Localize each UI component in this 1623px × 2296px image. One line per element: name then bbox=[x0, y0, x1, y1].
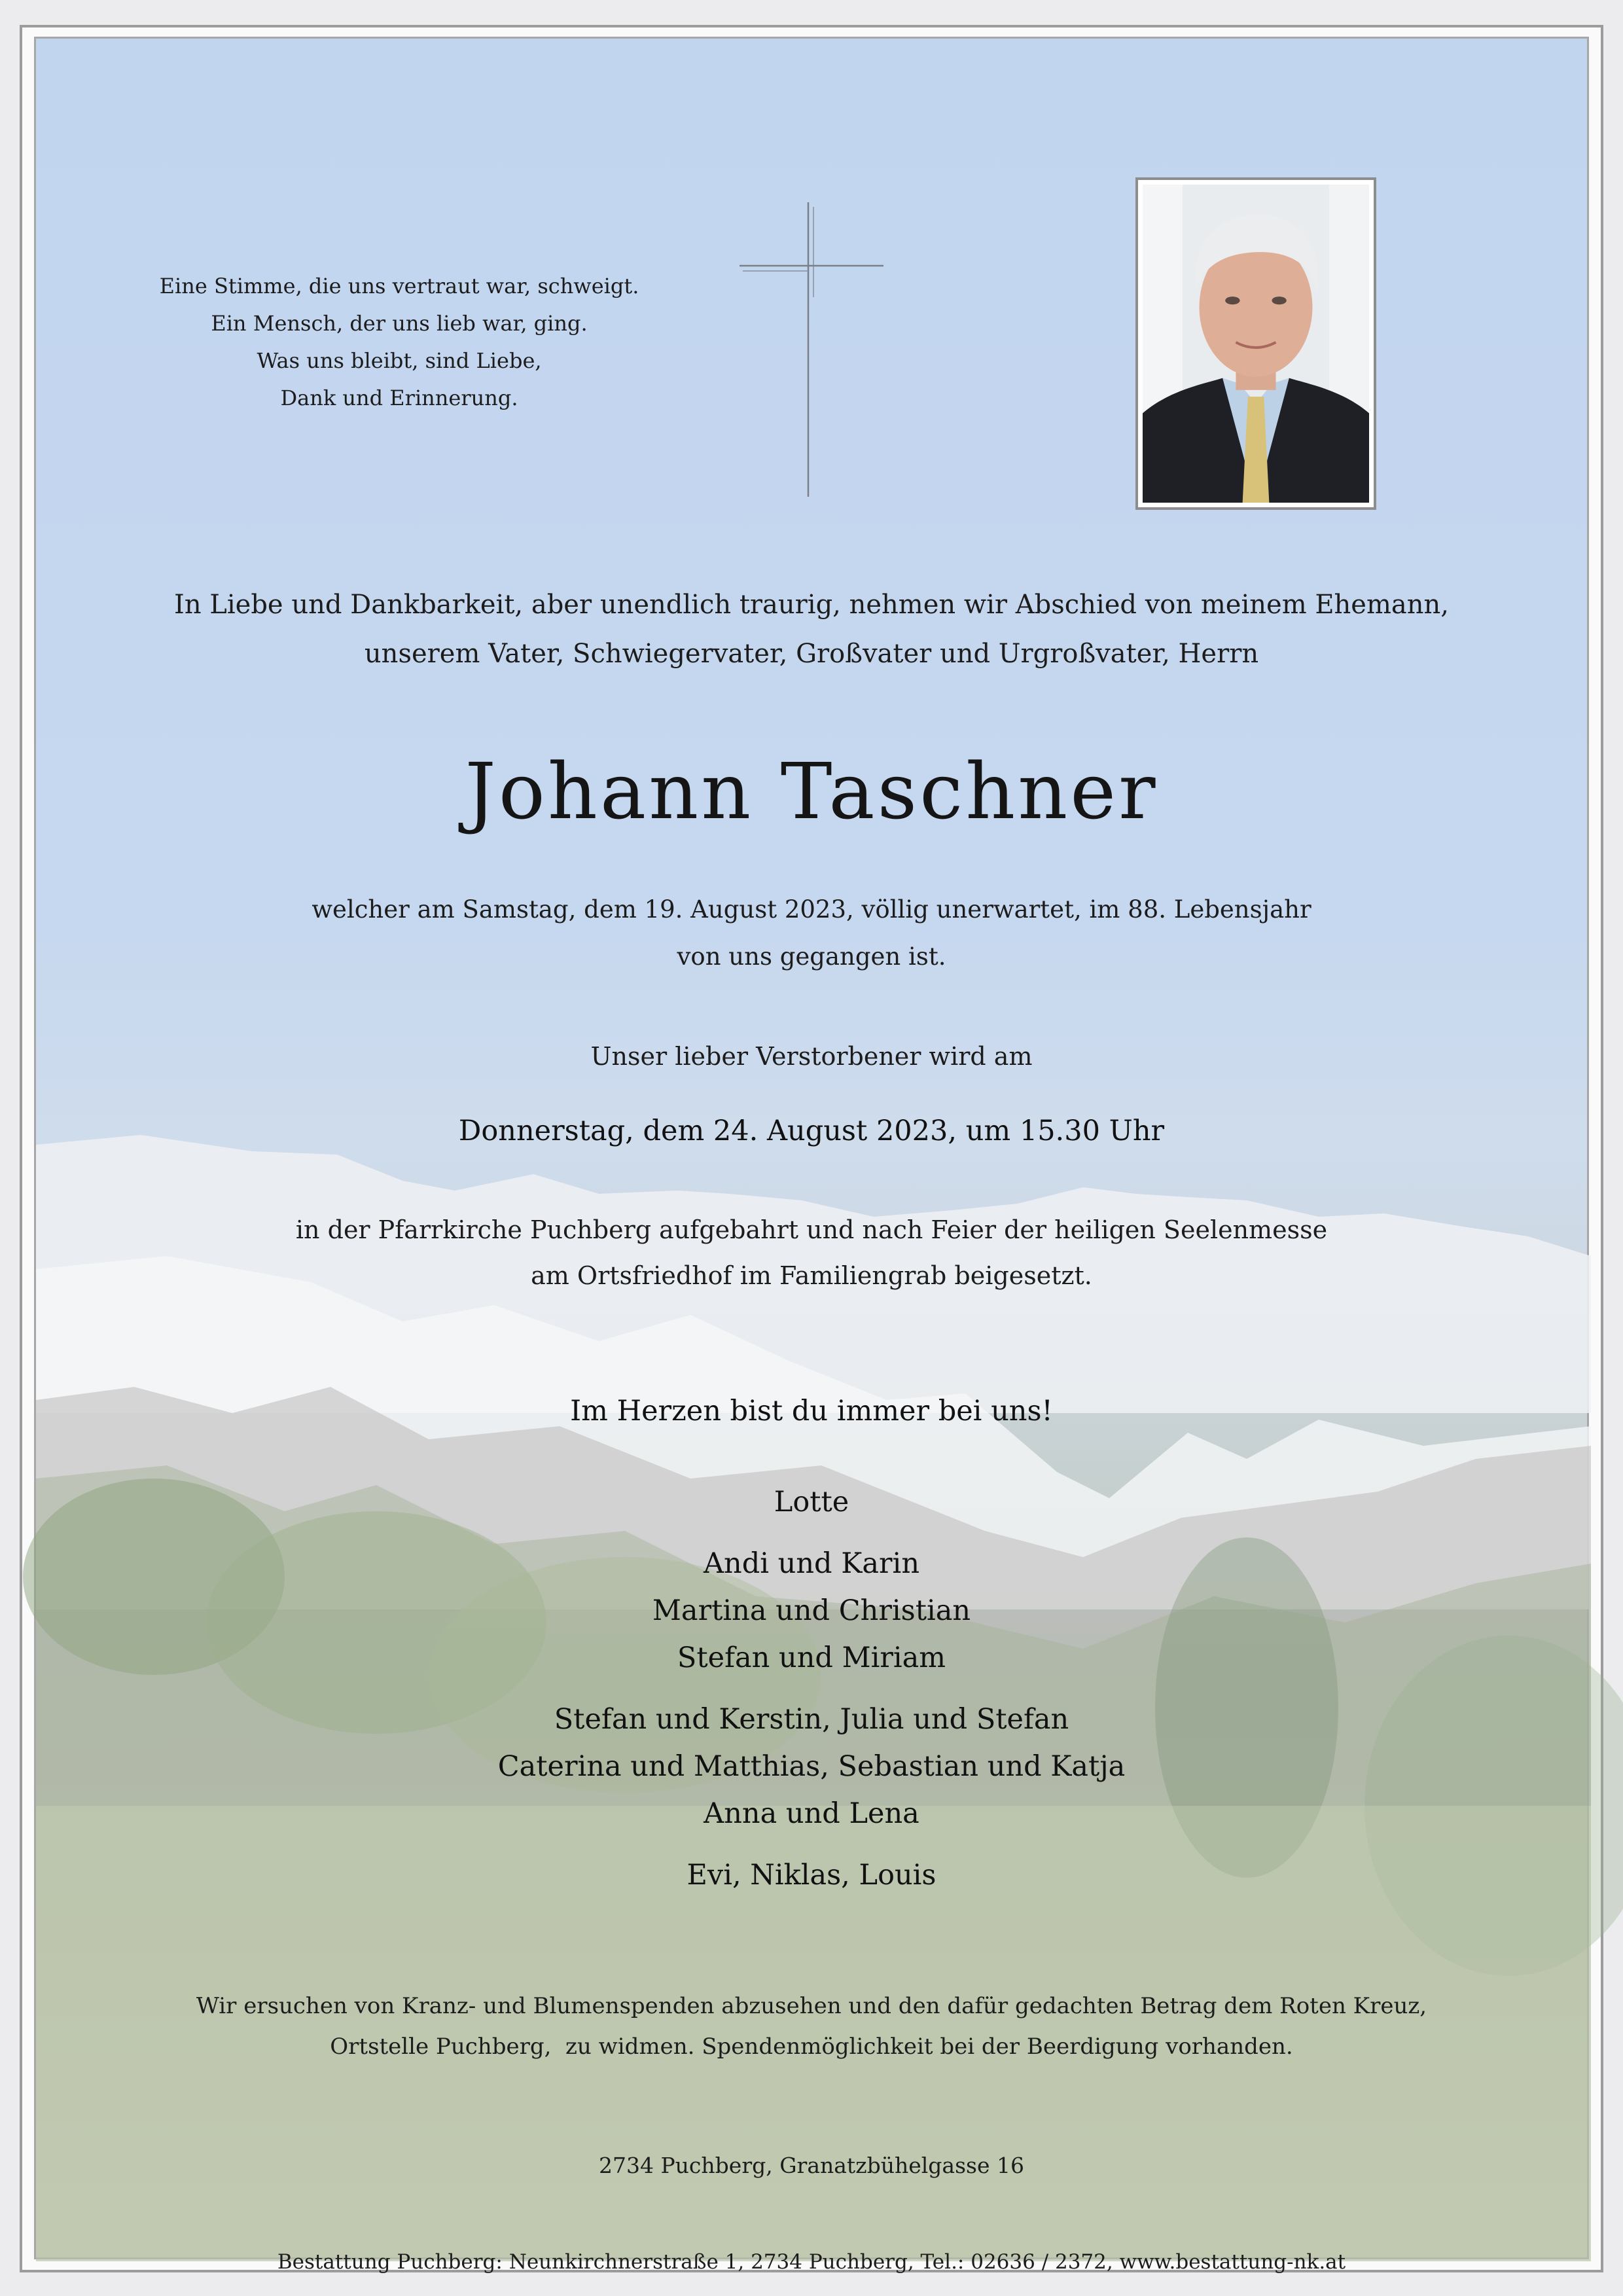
mourner-group bbox=[36, 1852, 1587, 1899]
verse-line: Was uns bleibt, sind Liebe, bbox=[257, 348, 542, 373]
family-address: 2734 Puchberg, Granatzbühelgasse 16 bbox=[599, 2153, 1024, 2178]
memorial-verse bbox=[115, 268, 684, 417]
death-line: welcher am Samstag, dem 19. August 2023, völlig unerwartet, im 88. Lebensjahr bbox=[312, 895, 1311, 924]
mourners-list bbox=[36, 1479, 1587, 1913]
death-notice bbox=[36, 886, 1587, 980]
mourner-name: Caterina und Matthias, Sebastian und Katja bbox=[497, 1750, 1126, 1783]
cross-icon bbox=[736, 199, 887, 500]
verse-line: Dank und Erinnerung. bbox=[280, 386, 518, 410]
verse-line: Eine Stimme, die uns vertraut war, schweigt. bbox=[159, 274, 639, 298]
donation-request bbox=[36, 1986, 1587, 2067]
death-line: von uns gegangen ist. bbox=[677, 942, 946, 971]
intro-line: In Liebe und Dankbarkeit, aber unendlich traurig, nehmen wir Abschied von meinem Ehemann, bbox=[174, 590, 1449, 620]
mourner-name: Stefan und Kerstin, Julia und Stefan bbox=[554, 1703, 1069, 1736]
intro-line: unserem Vater, Schwiegervater, Großvater und Urgroßvater, Herrn bbox=[364, 639, 1259, 669]
mourner-name: Anna und Lena bbox=[704, 1797, 919, 1830]
mourner-name: Stefan und Miriam bbox=[677, 1641, 946, 1674]
intro-text bbox=[36, 581, 1587, 679]
funeral-location bbox=[36, 1207, 1587, 1299]
mourner-name: Martina und Christian bbox=[652, 1594, 971, 1627]
mourner-name: Andi und Karin bbox=[703, 1547, 920, 1580]
portrait-photo bbox=[1135, 177, 1376, 510]
donation-line: Wir ersuchen von Kranz- und Blumenspenden abzusehen und den dafür gedachten Betrag dem Roten Kreuz, bbox=[196, 1993, 1427, 2019]
deceased-name: Johann Taschner bbox=[465, 746, 1158, 836]
funeral-line: in der Pfarrkirche Puchberg aufgebahrt und nach Feier der heiligen Seelenmesse bbox=[295, 1215, 1328, 1244]
mourner-name: Lotte bbox=[774, 1486, 849, 1518]
funeral-line: am Ortsfriedhof im Familiengrab beigesetzt. bbox=[531, 1261, 1092, 1290]
donation-line: Ortstelle Puchberg, zu widmen. Spendenmöglichkeit bei der Beerdigung vorhanden. bbox=[330, 2034, 1293, 2060]
mourner-group bbox=[36, 1479, 1587, 1526]
funeral-date: Donnerstag, dem 24. August 2023, um 15.30 Uhr bbox=[458, 1115, 1165, 1147]
funeral-announce: Unser lieber Verstorbener wird am bbox=[590, 1042, 1033, 1071]
memorial-motto: Im Herzen bist du immer bei uns! bbox=[570, 1395, 1053, 1427]
mourner-group bbox=[36, 1540, 1587, 1681]
obituary-panel bbox=[34, 37, 1589, 2274]
verse-line: Ein Mensch, der uns lieb war, ging. bbox=[211, 311, 588, 336]
undertaker-info: Bestattung Puchberg: Neunkirchnerstraße 1, 2734 Puchberg, Tel.: 02636 / 2372, www.bestattung-nk.at bbox=[277, 2250, 1346, 2274]
mourner-name: Evi, Niklas, Louis bbox=[687, 1859, 936, 1892]
mourner-group bbox=[36, 1696, 1587, 1837]
